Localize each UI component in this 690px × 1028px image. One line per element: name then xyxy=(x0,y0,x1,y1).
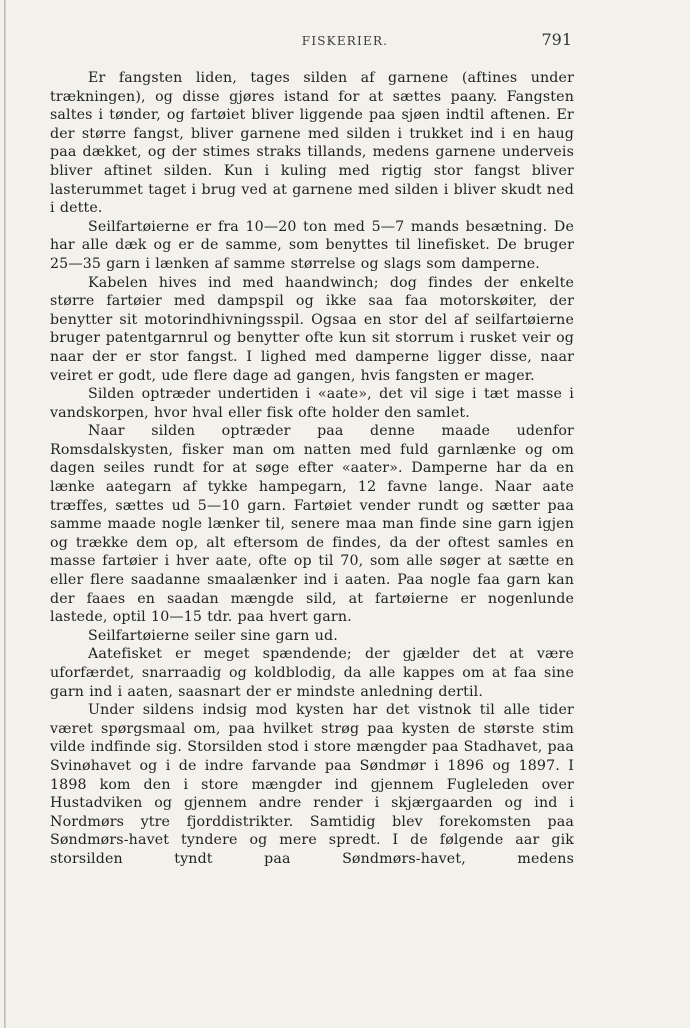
paragraph-romsdalskysten: Naar silden optræder paa denne maade udenfor Romsdalskysten, fisker man om natten med fuld garnlænke og om dagen seiles rundt for at søge efter «aater». Damperne har da en lænke aategarn af tykke hampegarn, 12 favne lange. Naar aate træffes, sættes ud 5—10 garn. Fartøiet vender rundt og sætter paa samme maade nogle lænker til, senere maa man finde sine garn igjen og trække dem op, alt eftersom de findes, da der oftest samles en masse fartøier i hver aate, ofte op til 70, som alle søger at sætte en eller flere saadanne smaalænker ind i aaten. Paa nogle faa garn kan der faaes en saadan mængde sild, at fartøierne er nogenlunde lastede, optil 10—15 tdr. paa hvert garn. xyxy=(50,423,574,626)
paragraph-sildens-indsig: Under sildens indsig mod kysten har det vistnok til alle tider været spørgsmaal om, paa hvilket strøg paa kysten de største stim vilde indfinde sig. Storsilden stod i store mængder paa Stadhavet, paa Svinøhavet og i de indre farvande paa Søndmør i 1896 og 1897. I 1898 kom den i store mængder ind gjennem Fugleleden over Hustadviken og gjennem andre render i skjærgaarden og ind i Nordmørs ytre fjorddistrikter. Samtidig blev forekomsten paa Søndmørs-havet tyndere og mere spredt. I de følgende aar gik storsilden tyndt paa Søndmørs-havet, medens xyxy=(50,702,574,867)
paragraph-aate: Silden optræder undertiden i «aate», det vil sige i tæt masse i vandskorpen, hvor hval eller fisk ofte holder den samlet. xyxy=(50,386,574,421)
running-header xyxy=(0,30,690,54)
binding-edge xyxy=(4,0,6,1028)
paragraph-fangsten: Er fangsten liden, tages silden af garnene (aftines under trækningen), og disse gjøres istand for at sættes paany. Fangsten saltes i tønder, og fartøiet bliver liggende paa sjøen indtil aftenen. Er der større fangst, bliver garnene med silden i trukket ind i en haug paa dækket, og der stimes straks tillands, medens garnene underveis bliver aftinet silden. Kun i kuling med rigtig stor fangst bliver lasterummet taget i brug ved at garnene med silden i bliver skudt ned i dette. xyxy=(50,70,574,217)
body-text xyxy=(50,69,574,869)
paragraph-kabelen: Kabelen hives ind med haandwinch; dog findes der enkelte større fartøier med dampspil og ikke saa faa motorskøiter, der benytter sit motorindhivningsspil. Ogsaa en stor del af seilfartøierne bruger patentgarnrul og benytter ofte kun sit storrum i rusket veir og naar der er stor fangst. I lighed med damperne ligger disse, naar veiret er godt, ude flere dage ad gangen, hvis fangsten er mager. xyxy=(50,274,574,384)
page-number: 791 xyxy=(541,30,572,49)
paragraph-seilfartoierne: Seilfartøierne er fra 10—20 ton med 5—7 mands besætning. De har alle dæk og er de samme, som benyttes til linefisket. De bruger 25—35 garn i lænken af samme størrelse og slags som damperne. xyxy=(50,218,574,272)
paragraph-seiler-garn-ud: Seilfartøierne seiler sine garn ud. xyxy=(88,627,338,644)
running-head-title: FISKERIER. xyxy=(301,34,389,48)
paragraph-aatefisket: Aatefisket er meget spændende; der gjælder det at være uforfærdet, snarraadig og koldblodig, da alle kappes om at faa sine garn ind i aaten, saasnart der er mindste anledning dertil. xyxy=(50,646,574,700)
